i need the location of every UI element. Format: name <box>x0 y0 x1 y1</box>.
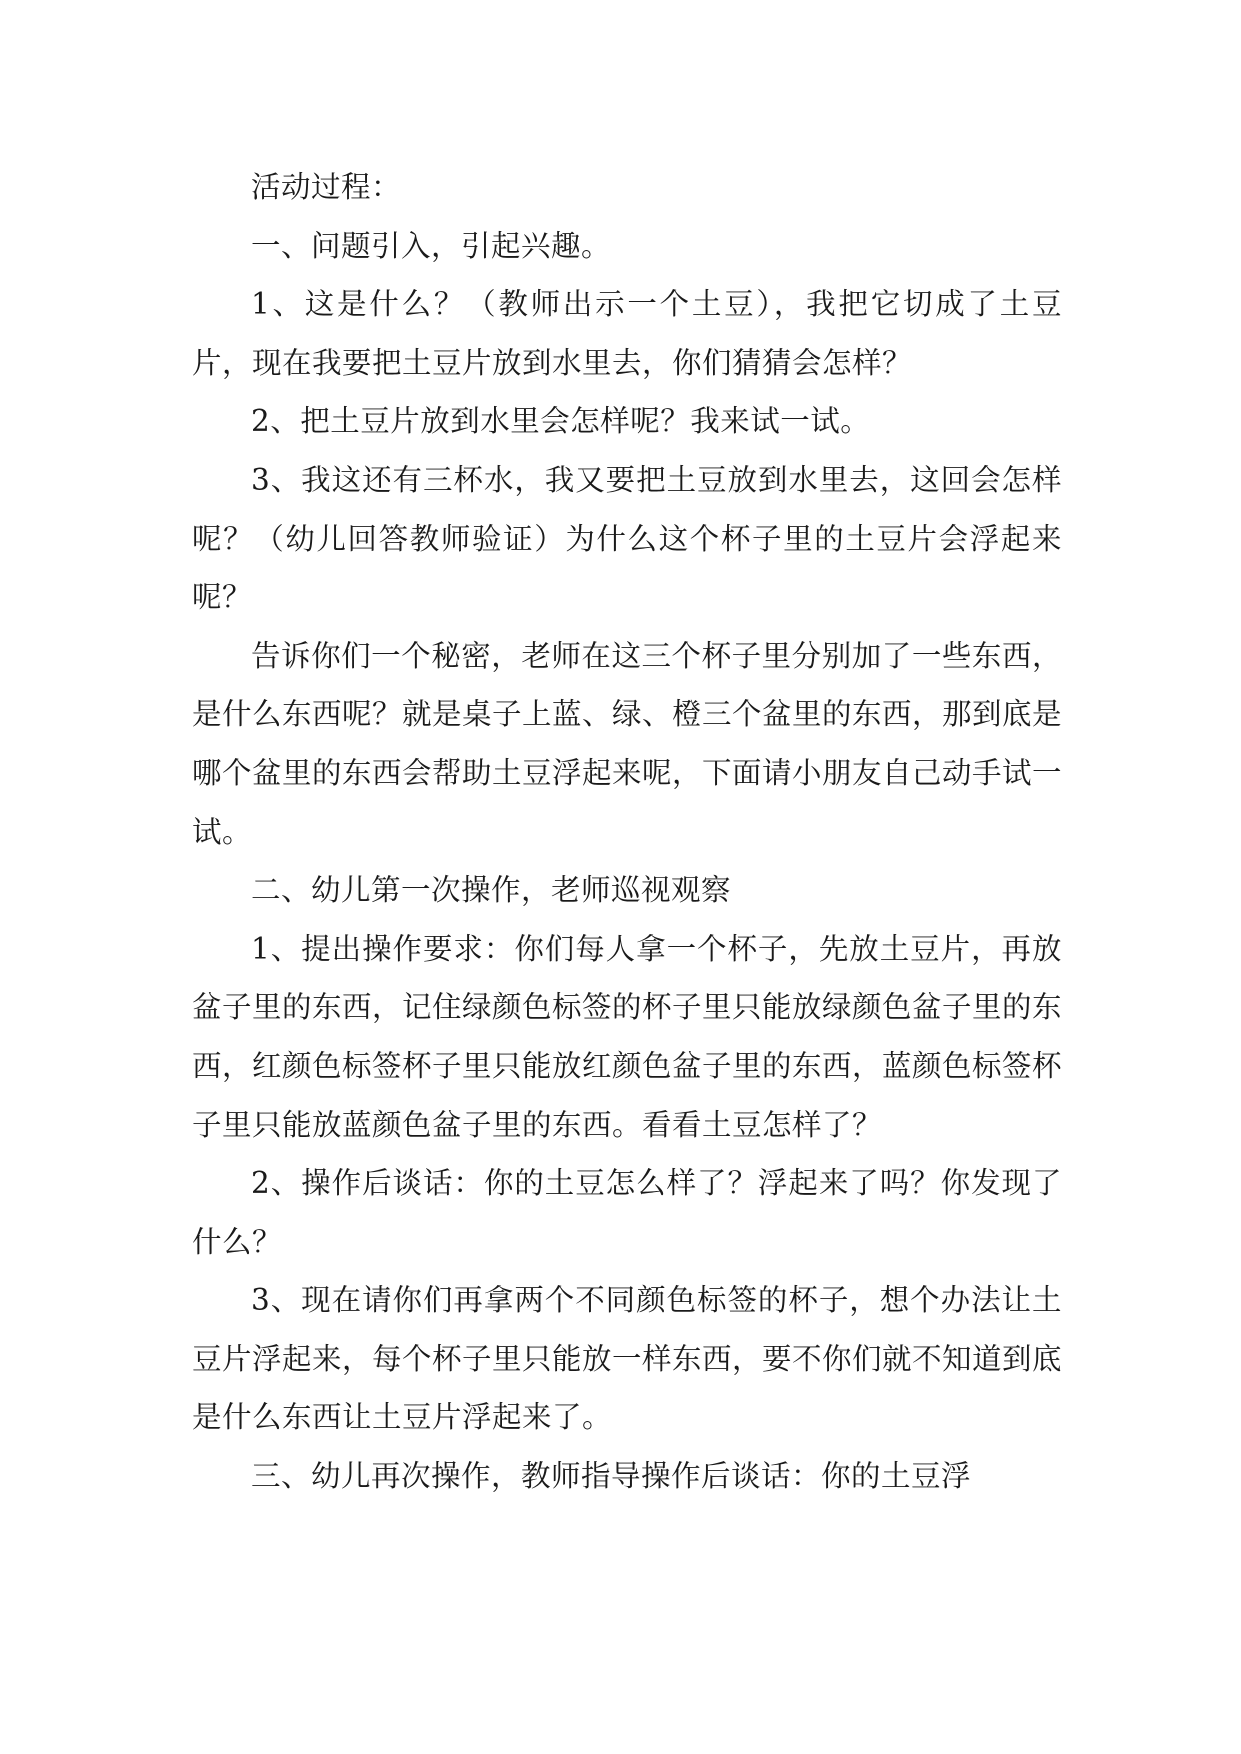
paragraph: 1、提出操作要求：你们每人拿一个杯子，先放土豆片，再放盆子里的东西，记住绿颜色标签的杯子里只能放绿颜色盆子里的东西，红颜色标签杯子里只能放红颜色盆子里的东西，蓝颜色标签杯子里只能放蓝颜色盆子里的东西。看看土豆怎样了？ <box>192 931 1063 1142</box>
section-heading-activity-process: 活动过程： <box>251 170 402 204</box>
section-heading-3: 三、幼儿再次操作，教师指导操作后谈话：你的土豆浮 <box>251 1459 972 1494</box>
paragraph: 3、现在请你们再拿两个不同颜色标签的杯子，想个办法让土豆片浮起来，每个杯子里只能放一样东西，要不你们就不知道到底是什么东西让土豆片浮起来了。 <box>192 1283 1063 1435</box>
section-heading-2: 二、幼儿第一次操作，老师巡视观察 <box>251 873 732 908</box>
paragraph: 3、我这还有三杯水，我又要把土豆放到水里去，这回会怎样呢？（幼儿回答教师验证）为什么这个杯子里的土豆片会浮起来呢？ <box>192 462 1062 615</box>
paragraph: 2、操作后谈话：你的土豆怎么样了？浮起来了吗？你发现了什么？ <box>192 1166 1062 1259</box>
section-heading-1: 一、问题引入，引起兴趣。 <box>251 228 612 263</box>
paragraph: 2、把土豆片放到水里会怎样呢？我来试一试。 <box>251 404 871 439</box>
paragraph: 告诉你们一个秘密，老师在这三个杯子里分别加了一些东西，是什么东西呢？就是桌子上蓝、绿、橙三个盆里的东西，那到底是哪个盆里的东西会帮助土豆浮起来呢，下面请小朋友自己动手试一试。 <box>192 638 1063 849</box>
document-body <box>192 158 1062 1506</box>
paragraph: 1、这是什么？（教师出示一个土豆），我把它切成了土豆片，现在我要把土豆片放到水里去，你们猜猜会怎样？ <box>192 287 1062 380</box>
